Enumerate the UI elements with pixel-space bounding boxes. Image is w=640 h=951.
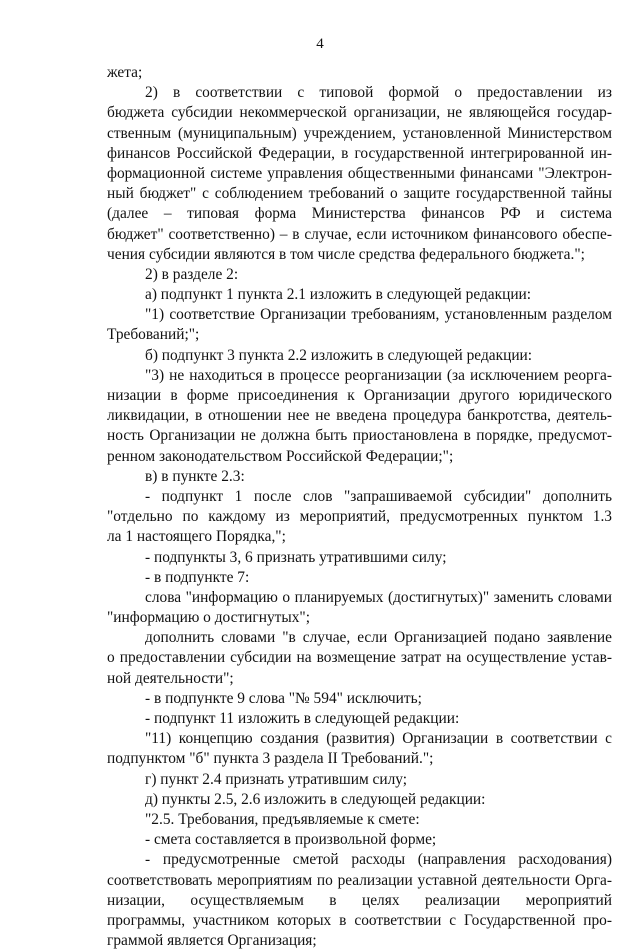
text-line: о предоставлении субсидии на возмещение затрат на осуществление устав- (107, 649, 612, 667)
text-line: - подпункт 11 изложить в следующей редакции: (145, 710, 460, 727)
text-line: "2.5. Требования, предъявляемые к смете: (145, 810, 420, 828)
text-line: "11) концепцию создания (развития) Организации в соответствии с (145, 730, 612, 748)
text-line: г) пункт 2.4 признать утратившим силу; (145, 770, 408, 788)
text-line: бюджет" соответственно) – в случае, если источником финансового обеспе- (107, 225, 612, 243)
text-line: низации, осуществляемым в целях реализации мероприятий (107, 891, 612, 909)
text-line: слова "информацию о планируемых (достигнутых)" заменить словами (145, 588, 612, 606)
text-line: д) пункты 2.5, 2.6 изложить в следующей редакции: (145, 790, 486, 808)
text-line: - подпункты 3, 6 признать утратившими силу; (145, 548, 447, 566)
text-line: Требований;"; (107, 326, 200, 344)
text-line: ный бюджет" с соблюдением требований о защите государственной тайны (107, 185, 612, 203)
text-line: - подпункт 1 после слов "запрашиваемой субсидии" дополнить (145, 487, 612, 505)
text-line: - предусмотренные сметой расходы (направления расходования) (145, 851, 612, 869)
text-line: финансов Российской Федерации, в государственной интегрированной ин- (107, 144, 612, 162)
text-line: граммой является Организация; (107, 932, 317, 950)
text-line: "информацию о достигнутых"; (107, 609, 310, 627)
text-line: ность Организации не должна быть приостановлена в порядке, предусмот- (107, 427, 612, 445)
text-line: чения субсидии являются в том числе средства федерального бюджета."; (107, 245, 585, 263)
text-line: (далее – типовая форма Министерства финансов РФ и система (107, 205, 612, 223)
text-line: - смета составляется в произвольной форме; (145, 831, 437, 849)
text-line: в) в пункте 2.3: (145, 467, 245, 485)
text-line: жета; (107, 64, 143, 81)
text-line: "отдельно по каждому из мероприятий, предусмотренных пунктом 1.3 (107, 508, 612, 526)
text-line: - в подпункте 9 слова "№ 594" исключить; (145, 689, 422, 707)
text-line: ликвидации, в отношении нее не введена процедура банкротства, деятель- (107, 407, 612, 425)
text-line: подпунктом "б" пункта 3 раздела II Требований."; (107, 750, 434, 768)
text-line: бюджета субсидии некоммерческой организации, не являющейся государ- (107, 104, 612, 122)
page-number: 4 (316, 36, 324, 52)
text-line: 2) в разделе 2: (145, 265, 239, 283)
text-line: формационной системе управления общественными финансами "Электрон- (107, 164, 612, 182)
text-line: низации в форме присоединения к Организации другого юридического (107, 387, 612, 404)
text-line: "1) соответствие Организации требованиям, установленным разделом (145, 306, 612, 324)
text-line: ной деятельности"; (107, 669, 234, 687)
text-line: программы, участником которых в соответствии с Государственной про- (107, 911, 612, 929)
text-line: б) подпункт 3 пункта 2.2 изложить в следующей редакции: (145, 346, 533, 364)
document-body (107, 63, 612, 951)
text-line: ственным (муниципальным) учреждением, установленной Министерством (107, 124, 612, 142)
text-line: - в подпункте 7: (145, 568, 250, 586)
text-line: "3) не находиться в процессе реорганизации (за исключением реорга- (145, 366, 612, 384)
text-line: 2) в соответствии с типовой формой о предоставлении из (145, 84, 612, 102)
text-line: а) подпункт 1 пункта 2.1 изложить в следующей редакции: (145, 286, 532, 304)
text-line: ренном законодательством Российской Федерации;"; (107, 447, 454, 465)
text-line: дополнить словами "в случае, если Организацией подано заявление (145, 629, 612, 647)
text-line: соответствовать мероприятиям по реализации уставной деятельности Орга- (107, 871, 612, 889)
text-line: ла 1 настоящего Порядка,"; (107, 528, 286, 546)
